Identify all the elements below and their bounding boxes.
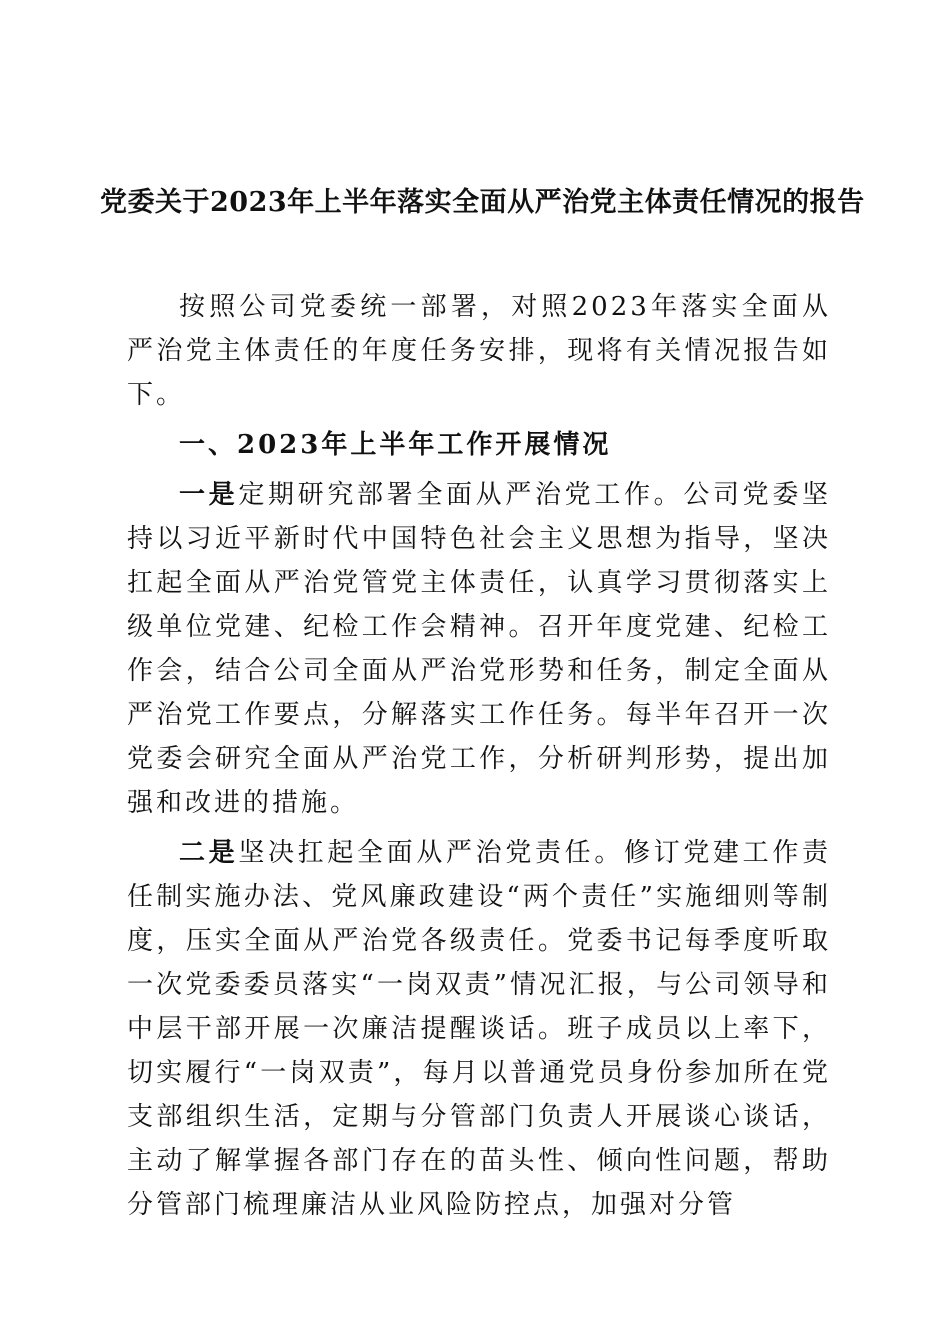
paragraph-two <box>127 831 831 1227</box>
document-body <box>127 285 831 1227</box>
paragraph-text: 坚决扛起全面从严治党责任。修订党建工作责任制实施办法、党风廉政建设“两个责任”实施细则等制度，压实全面从严治党各级责任。党委书记每季度听取一次党委委员落实“一岗双责”情况汇报，与公司领导和中层干部开展一次廉洁提醒谈话。班子成员以上率下，切实履行“一岗双责”，每月以普通党员身份参加所在党支部组织生活，定期与分管部门负责人开展谈心谈话，主动了解掌握各部门存在的苗头性、倾向性问题，帮助分管部门梳理廉洁从业风险防控点，加强对分管 <box>127 838 831 1220</box>
document-title: 党委关于2023年上半年落实全面从严治党主体责任情况的报告 <box>100 187 865 218</box>
paragraph-text: 定期研究部署全面从严治党工作。公司党委坚持以习近平新时代中国特色社会主义思想为指导，坚决扛起全面从严治党管党主体责任，认真学习贯彻落实上级单位党建、纪检工作会精神。召开年度党建、纪检工作会，结合公司全面从严治党形势和任务，制定全面从严治党工作要点，分解落实工作任务。每半年召开一次党委会研究全面从严治党工作，分析研判形势，提出加强和改进的措施。 <box>127 480 831 818</box>
paragraph-one <box>127 473 831 825</box>
paragraph-lead: 一是 <box>179 480 239 510</box>
section-heading: 一、2023年上半年工作开展情况 <box>179 430 612 460</box>
intro-paragraph: 按照公司党委统一部署，对照2023年落实全面从严治党主体责任的年度任务安排，现将有关情况报告如下。 <box>127 292 831 410</box>
paragraph-lead: 二是 <box>179 838 239 868</box>
